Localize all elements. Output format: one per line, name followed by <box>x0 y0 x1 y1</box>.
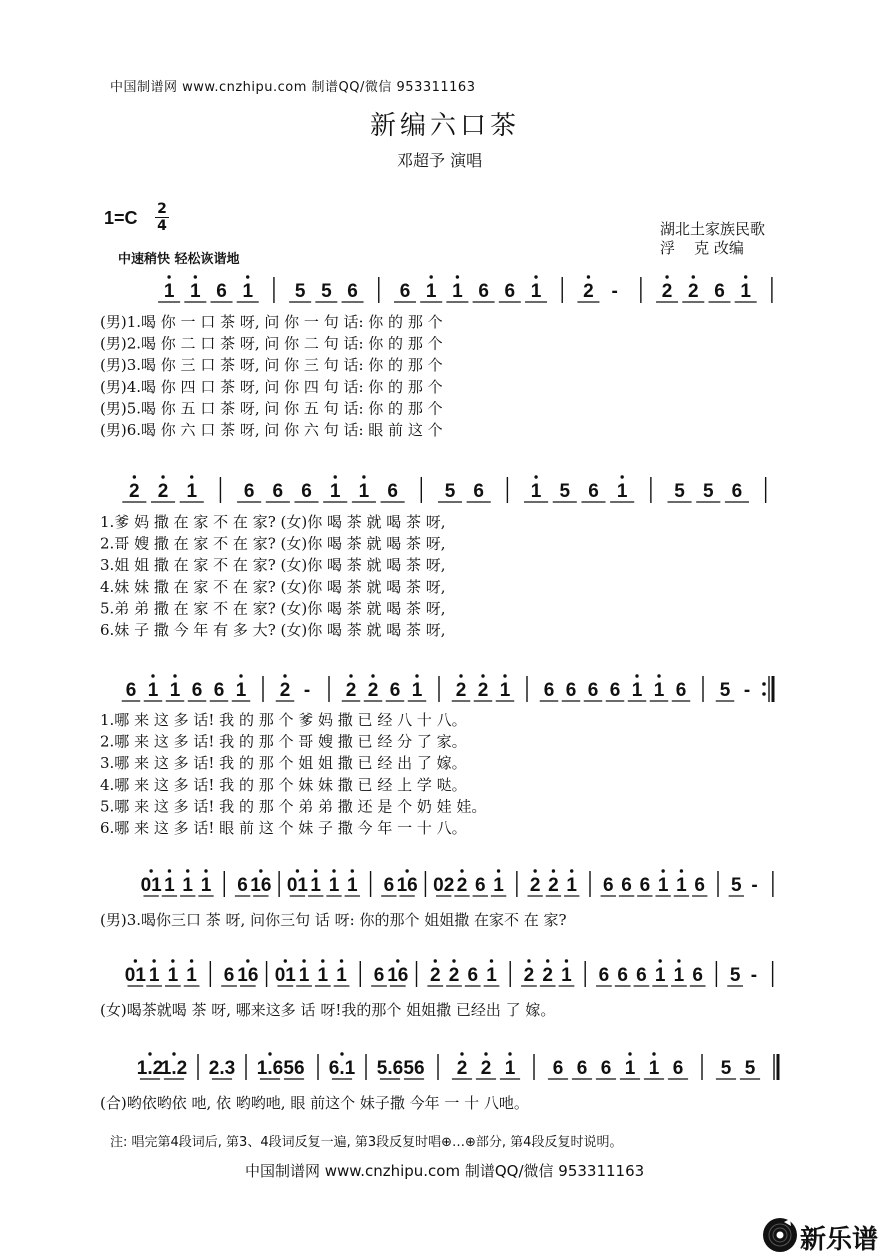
note: 1 <box>346 875 358 896</box>
note: 6 <box>639 875 651 896</box>
note: 2 <box>477 680 489 701</box>
octave-dot <box>302 959 305 962</box>
note: 6 <box>694 875 706 896</box>
note: 6 <box>389 680 401 701</box>
octave-dot <box>148 1052 151 1055</box>
note: 1 <box>164 875 175 896</box>
octave-dot <box>296 869 299 872</box>
note: 2 <box>129 481 140 502</box>
octave-dot <box>167 275 170 278</box>
octave-dot <box>534 275 537 278</box>
octave-dot <box>405 869 408 872</box>
octave-dot <box>190 475 193 478</box>
octave-dot <box>133 475 136 478</box>
note: 1 <box>657 875 669 896</box>
octave-dot <box>490 959 493 962</box>
note: 1.2 <box>136 1058 164 1079</box>
note: 1 <box>147 680 159 701</box>
octave-dot <box>246 959 249 962</box>
note: 6 <box>576 1058 588 1079</box>
note: 6 <box>552 1058 564 1079</box>
lyric-line: 5.哪 来 这 多 话! 我 的 那 个 弟 弟 撒 还 是 个 奶 娃 娃。 <box>100 797 487 816</box>
lyric-line: (合)哟依哟依 吔, 依 哟哟吔, 眼 前这个 妹子撒 今年 一 十 八吔。 <box>100 1094 529 1112</box>
octave-dot <box>570 869 573 872</box>
note: 6.1 <box>328 1058 356 1079</box>
note: 6 <box>125 680 137 701</box>
repeat-dot <box>762 692 766 696</box>
note: 6 <box>714 281 725 302</box>
note: 2 <box>456 1058 468 1079</box>
octave-dot <box>173 674 176 677</box>
octave-dot <box>168 869 171 872</box>
note: 1 <box>235 680 247 701</box>
note: 2 <box>345 680 357 701</box>
octave-dot <box>340 1052 343 1055</box>
note: 6 <box>223 965 235 986</box>
note: 5 <box>744 1058 756 1079</box>
score-layer <box>100 275 778 1112</box>
octave-dot <box>268 1052 271 1055</box>
note: - <box>751 875 758 896</box>
octave-dot <box>460 1052 463 1055</box>
octave-dot <box>314 869 317 872</box>
octave-dot <box>171 959 174 962</box>
note: 2 <box>583 281 594 302</box>
note: 01 <box>286 875 308 896</box>
lyric-line: 2.哪 来 这 多 话! 我 的 那 个 哥 嫂 撒 已 经 分 了 家。 <box>100 732 467 751</box>
note: 6 <box>383 875 395 896</box>
note: 1 <box>673 965 685 986</box>
note: 1 <box>328 875 340 896</box>
note: 2 <box>687 281 699 302</box>
note: 1 <box>493 875 504 896</box>
score-system-5 <box>100 959 773 1019</box>
note: 6 <box>598 965 610 986</box>
octave-dot <box>552 869 555 872</box>
note: 1 <box>676 875 687 896</box>
octave-dot <box>151 674 154 677</box>
note: - <box>750 965 758 986</box>
note: 6 <box>602 875 614 896</box>
lyric-line: 3.哪 来 这 多 话! 我 的 那 个 姐 姐 撒 已 经 出 了 嫁。 <box>100 754 467 773</box>
octave-dot <box>134 959 137 962</box>
note: 5 <box>730 875 742 896</box>
note: 1 <box>740 281 751 302</box>
score-system-4 <box>100 869 773 929</box>
octave-dot <box>190 959 193 962</box>
note: 1 <box>148 965 160 986</box>
note: 2 <box>429 965 441 986</box>
note: 1 <box>486 965 497 986</box>
lyric-line: (男)5.喝 你 五 口 茶 呀, 问 你 五 句 话: 你 的 那 个 <box>100 399 443 418</box>
note: 2.3 <box>208 1058 236 1079</box>
note: 1 <box>298 965 310 986</box>
note: 6 <box>672 1058 684 1079</box>
note: 2 <box>448 965 460 986</box>
note: 5 <box>321 281 332 302</box>
note: 1 <box>425 281 437 302</box>
note: 1 <box>163 281 175 302</box>
octave-dot <box>152 959 155 962</box>
note: 6 <box>473 481 484 502</box>
octave-dot <box>635 674 638 677</box>
octave-dot <box>452 959 455 962</box>
note: 6 <box>692 965 703 986</box>
note: 2 <box>523 965 535 986</box>
octave-dot <box>349 674 352 677</box>
note: 2 <box>542 965 554 986</box>
octave-dot <box>239 674 242 677</box>
note: 6 <box>399 281 411 302</box>
octave-dot <box>658 959 661 962</box>
octave-dot <box>456 275 459 278</box>
note: 1 <box>411 680 423 701</box>
lyric-line: 1.哪 来 这 多 话! 我 的 那 个 爹 妈 撒 已 经 八 十 八。 <box>100 711 467 729</box>
octave-dot <box>415 674 418 677</box>
note: 1 <box>499 680 511 701</box>
site-logo <box>760 1216 884 1254</box>
score-system-1 <box>100 275 772 439</box>
note: 1 <box>653 680 665 701</box>
octave-dot <box>334 475 337 478</box>
note: 5 <box>719 680 731 701</box>
note: - <box>303 680 311 701</box>
note: 1 <box>200 875 212 896</box>
score-system-2 <box>100 475 766 639</box>
octave-dot <box>652 1052 655 1055</box>
note: 6 <box>504 281 516 302</box>
octave-dot <box>508 1052 511 1055</box>
octave-dot <box>527 959 530 962</box>
note: 5 <box>559 481 571 502</box>
note: 6 <box>272 481 284 502</box>
note: 2 <box>279 680 291 701</box>
note: 6 <box>600 1058 612 1079</box>
note: 6 <box>373 965 385 986</box>
note: 1 <box>186 965 197 986</box>
octave-dot <box>460 869 463 872</box>
note: 2 <box>480 1058 492 1079</box>
note: 6 <box>675 680 687 701</box>
score-system-3 <box>100 674 773 837</box>
octave-dot <box>340 959 343 962</box>
lyric-line: 3.姐 姐 撒 在 家 不 在 家? (女)你 喝 茶 就 喝 茶 呀, <box>100 556 446 575</box>
note: 1 <box>310 875 322 896</box>
lyric-line: 2.哥 嫂 撒 在 家 不 在 家? (女)你 喝 茶 就 喝 茶 呀, <box>100 534 446 553</box>
octave-dot <box>396 959 399 962</box>
note: 1 <box>182 875 194 896</box>
note: 1 <box>648 1058 660 1079</box>
note: 1 <box>504 1058 516 1079</box>
note: 5 <box>674 481 685 502</box>
note: 5.6 <box>376 1058 404 1079</box>
note: 1.6 <box>256 1058 284 1079</box>
octave-dot <box>587 275 590 278</box>
octave-dot <box>362 475 365 478</box>
note: 6 <box>617 965 628 986</box>
key-signature: 1=C <box>104 208 138 228</box>
octave-dot <box>351 869 354 872</box>
octave-dot <box>434 959 437 962</box>
note: 6 <box>347 281 358 302</box>
note: 1 <box>616 481 628 502</box>
note: 1 <box>452 281 463 302</box>
footer-site-info: 中国制谱网 www.cnzhipu.com 制谱QQ/微信 953311163 <box>245 1162 645 1180</box>
lyric-line: 5.弟 弟 撒 在 家 不 在 家? (女)你 喝 茶 就 喝 茶 呀, <box>100 599 446 618</box>
octave-dot <box>246 275 249 278</box>
note: 2 <box>367 680 379 701</box>
note: 56 <box>283 1058 305 1079</box>
note: 6 <box>621 875 632 896</box>
credit-origin: 湖北土家族民歌 <box>660 220 766 238</box>
octave-dot <box>628 1052 631 1055</box>
logo-text: 新乐谱 <box>800 1225 879 1255</box>
note: 6 <box>387 481 398 502</box>
lyric-line: (男)3.喝你三口 茶 呀, 问你三句 话 呀: 你的那个 姐姐撒 在家不 在 家? <box>100 911 567 929</box>
octave-dot <box>620 475 623 478</box>
lyric-line: 6.哪 来 这 多 话! 眼 前 这 个 妹 子 撒 今 年 一 十 八。 <box>100 819 467 837</box>
octave-dot <box>371 674 374 677</box>
note: 6 <box>237 875 248 896</box>
octave-dot <box>503 674 506 677</box>
note: 1.2 <box>160 1058 188 1079</box>
note: 1 <box>654 965 666 986</box>
repeat-dot <box>762 682 766 686</box>
octave-dot <box>186 869 189 872</box>
lyric-line: (男)6.喝 你 六 口 茶 呀, 问 你 六 句 话: 眼 前 这 个 <box>100 421 443 439</box>
note: 6 <box>301 481 312 502</box>
octave-dot <box>677 959 680 962</box>
note: 1 <box>336 965 347 986</box>
note: 2 <box>529 875 541 896</box>
lyric-line: 6.妹 子 撒 今 年 有 多 大? (女)你 喝 茶 就 喝 茶 呀, <box>100 621 446 639</box>
time-signature: 2 4 <box>155 202 169 233</box>
note: 5 <box>702 481 714 502</box>
octave-dot <box>459 674 462 677</box>
octave-dot <box>665 275 668 278</box>
note: 1 <box>167 965 179 986</box>
note: 1 <box>561 965 572 986</box>
note: 2 <box>456 875 468 896</box>
performer: 邓超予 演唱 <box>397 151 483 170</box>
note: 6 <box>587 680 599 701</box>
note: 1 <box>242 281 254 302</box>
note: 1 <box>530 281 542 302</box>
note: 6 <box>213 680 225 701</box>
octave-dot <box>161 475 164 478</box>
song-title: 新编六口茶 <box>370 111 521 141</box>
lyric-line: (女)喝茶就喝 茶 呀, 哪来这多 话 呀!我的那个 姐姐撒 已经出 了 嫁。 <box>100 1001 556 1019</box>
octave-dot <box>497 869 500 872</box>
octave-dot <box>657 674 660 677</box>
octave-dot <box>565 959 568 962</box>
lyric-line: 4.哪 来 这 多 话! 我 的 那 个 妹 妹 撒 已 经 上 学 哒。 <box>100 775 467 794</box>
note: 01 <box>124 965 146 986</box>
octave-dot <box>172 1052 175 1055</box>
note: 6 <box>636 965 647 986</box>
note: 6 <box>216 281 227 302</box>
octave-dot <box>283 674 286 677</box>
octave-dot <box>204 869 207 872</box>
note: 1 <box>624 1058 636 1079</box>
note: 1 <box>530 481 542 502</box>
note: 5 <box>729 965 741 986</box>
note: 1 <box>190 281 201 302</box>
note: 6 <box>474 875 486 896</box>
lyric-line: 1.爹 妈 撒 在 家 不 在 家? (女)你 喝 茶 就 喝 茶 呀, <box>100 513 446 531</box>
note: 6 <box>478 281 489 302</box>
note: 56 <box>403 1058 425 1079</box>
note: 01 <box>274 965 296 986</box>
note: 2 <box>455 680 467 701</box>
octave-dot <box>533 869 536 872</box>
octave-dot <box>484 1052 487 1055</box>
note: 16 <box>387 965 409 986</box>
note: 1 <box>631 680 643 701</box>
octave-dot <box>481 674 484 677</box>
octave-dot <box>194 275 197 278</box>
note: 1 <box>186 481 198 502</box>
lyric-line: (男)1.喝 你 一 口 茶 呀, 问 你 一 句 话: 你 的 那 个 <box>100 313 443 331</box>
octave-dot <box>692 275 695 278</box>
octave-dot <box>546 959 549 962</box>
note: 6 <box>467 965 479 986</box>
note: 1 <box>358 481 370 502</box>
note: 5 <box>720 1058 732 1079</box>
note: 2 <box>157 481 169 502</box>
note: 6 <box>565 680 577 701</box>
note: 5 <box>444 481 456 502</box>
octave-dot <box>284 959 287 962</box>
note: 1 <box>317 965 329 986</box>
note: 16 <box>250 875 272 896</box>
lyric-line: (男)3.喝 你 三 口 茶 呀, 问 你 三 句 话: 你 的 那 个 <box>100 356 443 375</box>
note: 6 <box>543 680 555 701</box>
octave-dot <box>534 475 537 478</box>
note: 1 <box>329 481 341 502</box>
score-system-6 <box>100 1052 778 1112</box>
note: 1 <box>566 875 578 896</box>
note: 5 <box>294 281 306 302</box>
header-site-info: 中国制谱网 www.cnzhipu.com 制谱QQ/微信 953311163 <box>110 80 476 95</box>
note: 2 <box>661 281 673 302</box>
octave-dot <box>744 275 747 278</box>
lyric-line: (男)4.喝 你 四 口 茶 呀, 问 你 四 句 话: 你 的 那 个 <box>100 377 443 396</box>
lyric-line: 4.妹 妹 撒 在 家 不 在 家? (女)你 喝 茶 就 喝 茶 呀, <box>100 577 446 596</box>
octave-dot <box>680 869 683 872</box>
footnote: 注: 唱完第4段词后, 第3、4段词反复一遍, 第3段反复时唱⊕…⊕部分, 第4段反复时说明。 <box>110 1135 623 1150</box>
note: 1 <box>169 680 181 701</box>
tempo-marking: 中速稍快 轻松诙谐地 <box>118 252 240 267</box>
lyric-line: (男)2.喝 你 二 口 茶 呀, 问 你 二 句 话: 你 的 那 个 <box>100 334 443 353</box>
note: - <box>743 680 751 701</box>
note: 16 <box>237 965 259 986</box>
note: 6 <box>609 680 621 701</box>
octave-dot <box>661 869 664 872</box>
note: 6 <box>243 481 255 502</box>
note: 6 <box>191 680 203 701</box>
octave-dot <box>149 869 152 872</box>
note: 02 <box>433 875 455 896</box>
note: 2 <box>548 875 559 896</box>
octave-dot <box>259 869 262 872</box>
note: - <box>611 281 618 302</box>
note: 01 <box>140 875 162 896</box>
octave-dot <box>429 275 432 278</box>
credit-arranger: 浮 克 改编 <box>660 239 744 257</box>
octave-dot <box>332 869 335 872</box>
note: 16 <box>396 875 418 896</box>
note: 6 <box>588 481 599 502</box>
note: 6 <box>731 481 743 502</box>
octave-dot <box>321 959 324 962</box>
